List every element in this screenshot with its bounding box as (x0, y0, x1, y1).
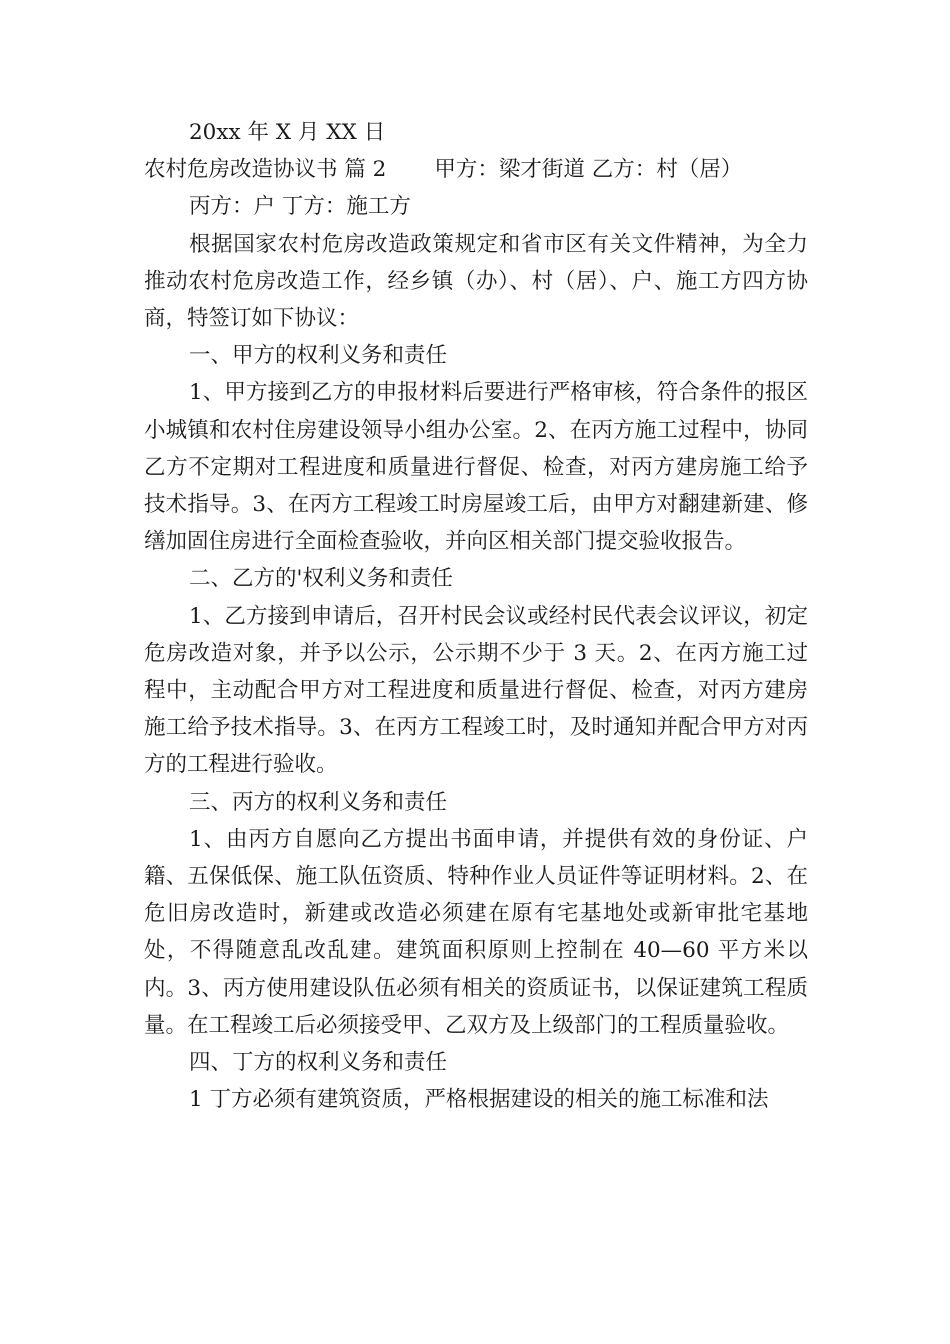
section-2-heading: 二、乙方的'权利义务和责任 (189, 566, 453, 592)
date-line: 20xx 年 X 月 XX 日 (189, 120, 386, 145)
intro-paragraph: 根据国家农村危房改造政策规定和省市区有关文件精神，为全力推动农村危房改造工作，经乡镇（办）、村（居）、户、施工方四方协商，特签订如下协议： (144, 231, 808, 332)
section-1-body: 1、甲方接到乙方的申报材料后要进行严格审核，符合条件的报区小城镇和农村住房建设领导小组办公室。2、在丙方施工过程中，协同乙方不定期对工程进度和质量进行督促、检查，对丙方建房施工给予技术指导。3、在丙方工程竣工时房屋竣工后，由甲方对翻建新建、修缮加固住房进行全面检查验收，并向区相关部门提交验收报告。 (144, 380, 808, 555)
document-page (144, 114, 808, 1118)
section-2-body: 1、乙方接到申请后，召开村民会议或经村民代表会议评议，初定危房改造对象，并予以公示，公示期不少于 3 天。2、在丙方施工过程中，主动配合甲方对工程进度和质量进行督促、检查，对丙方建房施工给予技术指导。3、在丙方工程竣工时，及时通知并配合甲方对丙方的工程进行验收。 (144, 603, 808, 778)
document-title: 农村危房改造协议书 篇 2 (144, 157, 387, 183)
party-a-b: 甲方：梁才街道 乙方：村（居） (434, 157, 743, 183)
party-c-d: 丙方：户 丁方：施工方 (189, 194, 411, 220)
section-3-heading: 三、丙方的权利义务和责任 (189, 789, 448, 815)
title-and-parties-line (144, 151, 808, 188)
section-3-body: 1、由丙方自愿向乙方提出书面申请，并提供有效的身份证、户籍、五保低保、施工队伍资质、特种作业人员证件等证明材料。2、在危旧房改造时，新建或改造必须建在原有宅基地处或新审批宅基地处，不得随意乱改乱建。建筑面积原则上控制在 40—60 平方米以内。3、丙方使用建设队伍必须有相关的资质证书，以保证建筑工程质量。在工程竣工后必须接受甲、乙双方及上级部门的工程质量验收。 (144, 826, 808, 1038)
section-1-heading: 一、甲方的权利义务和责任 (189, 343, 448, 369)
section-4-heading: 四、丁方的权利义务和责任 (189, 1050, 448, 1076)
section-4-body: 1 丁方必须有建筑资质，严格根据建设的相关的施工标准和法 (189, 1087, 769, 1113)
